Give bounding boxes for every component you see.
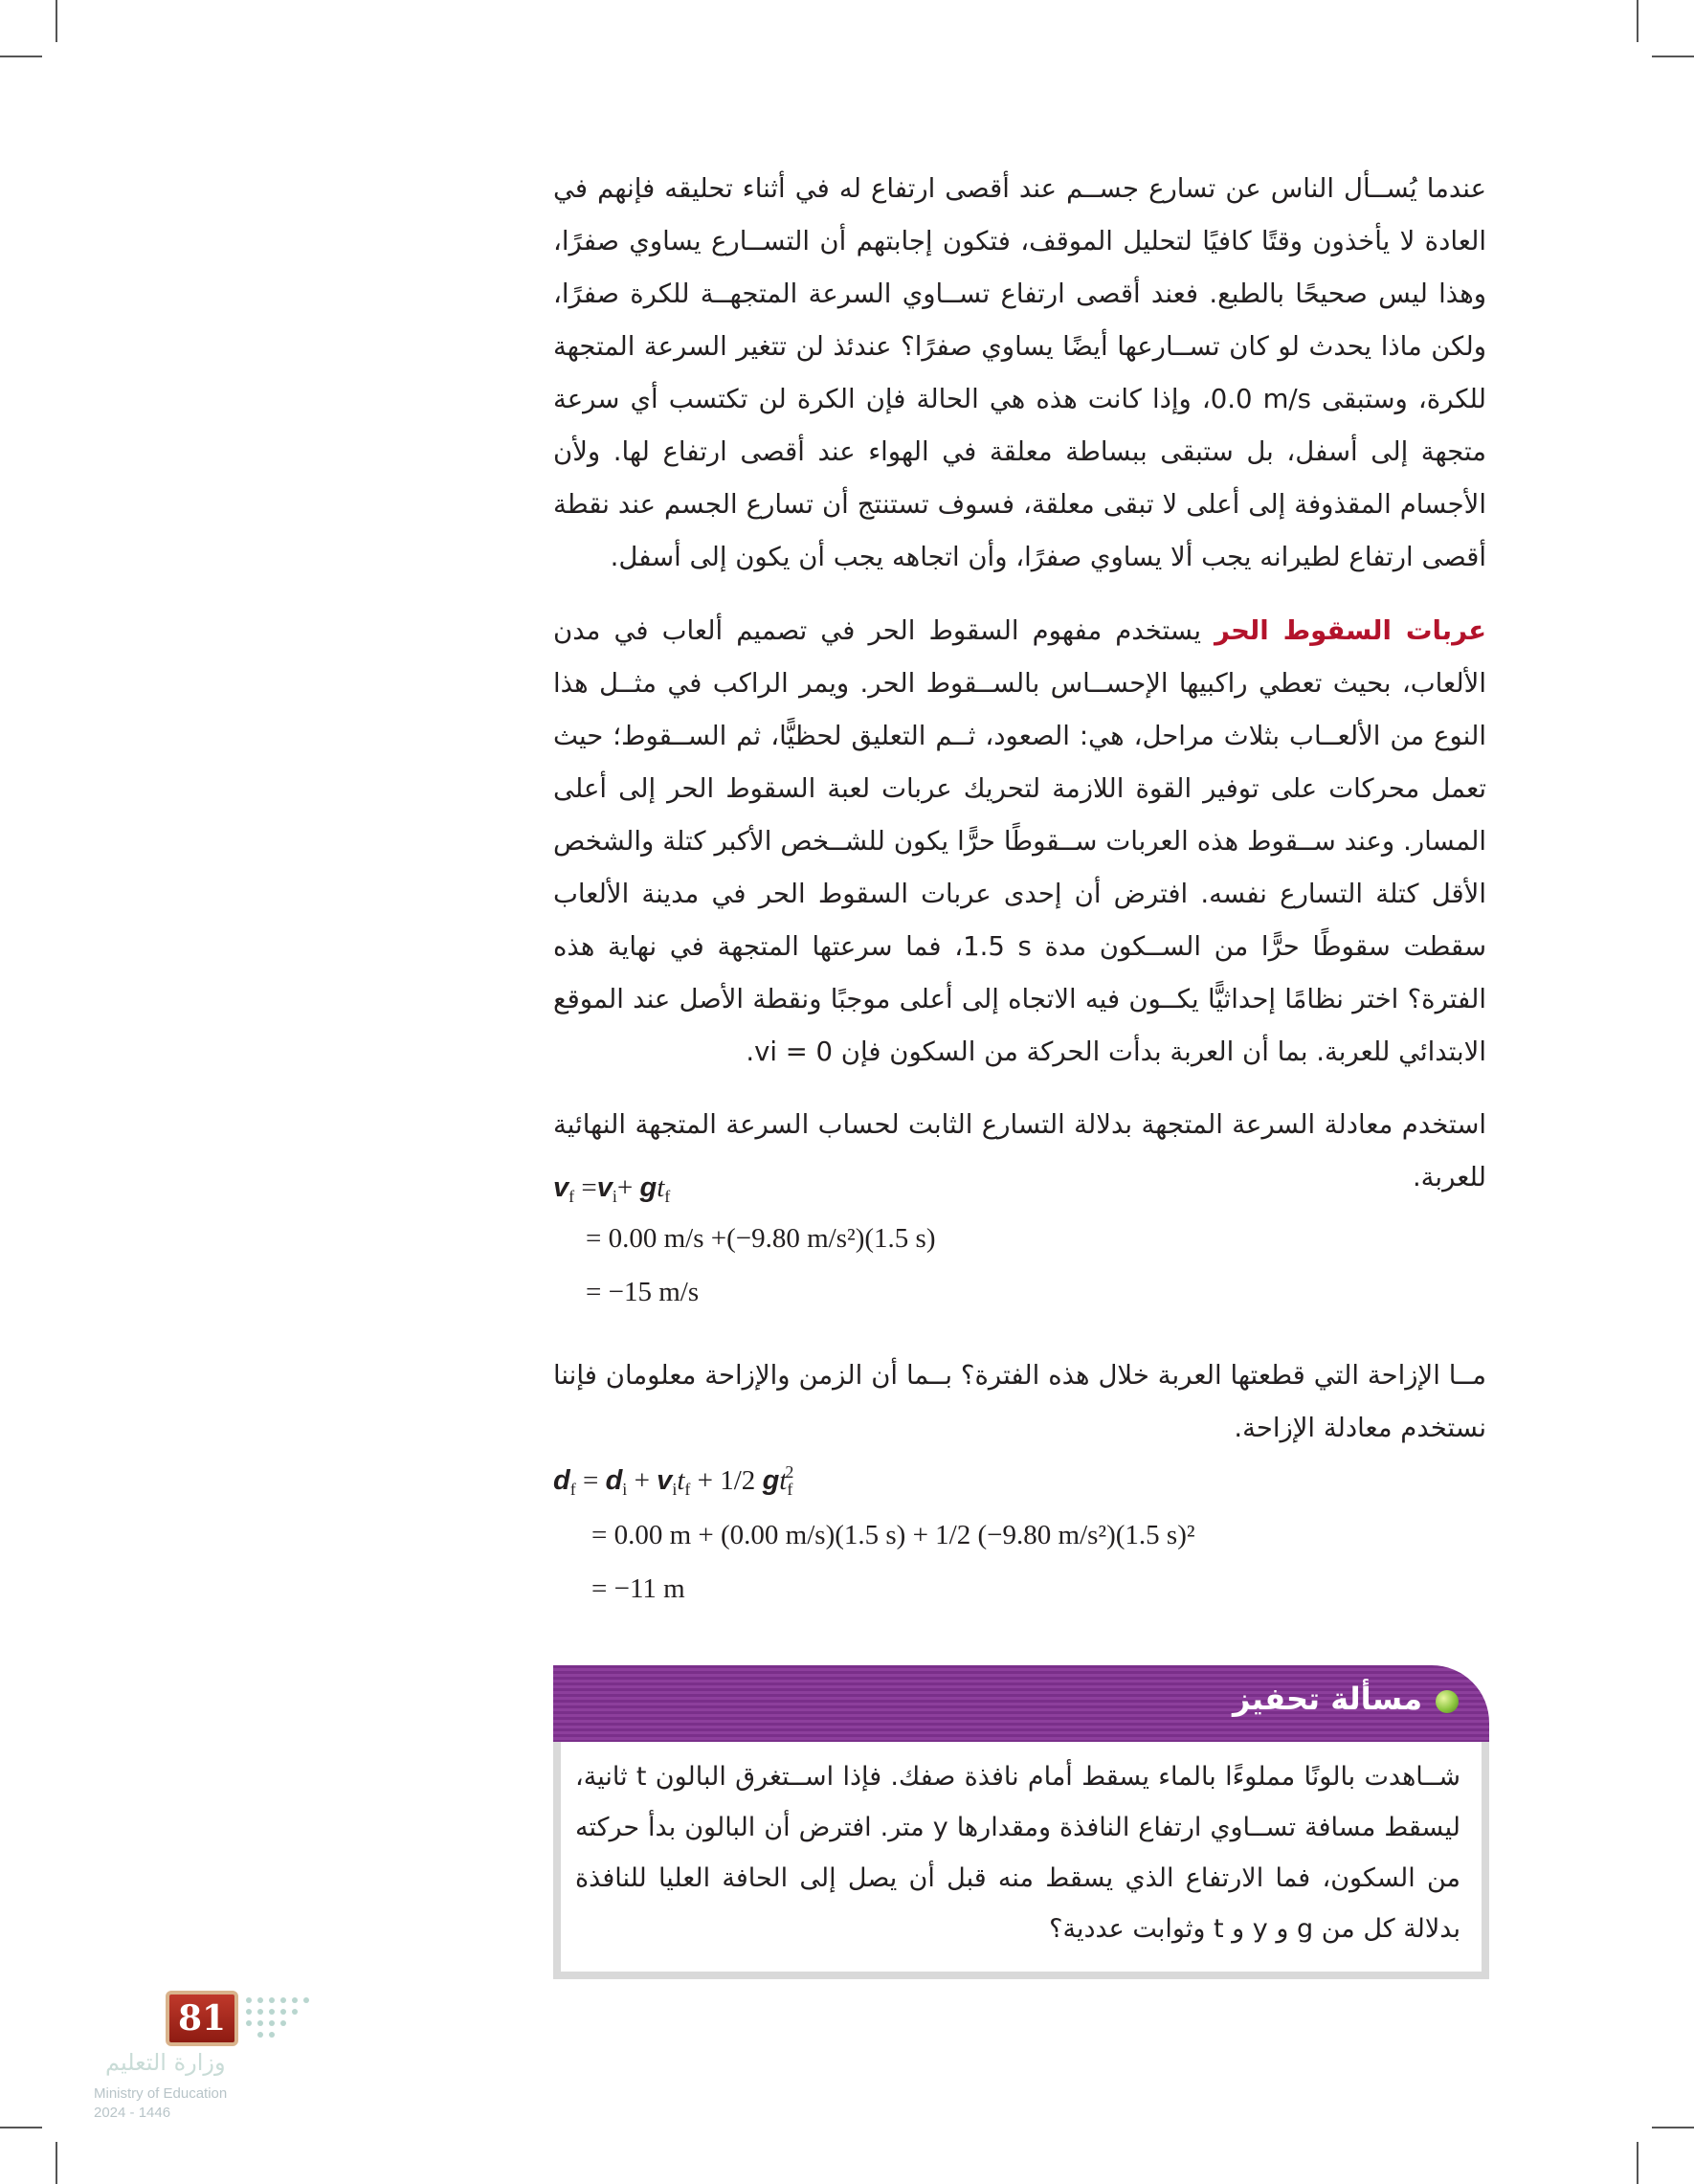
section-lead-heading: عربات السقوط الحر xyxy=(1214,615,1486,646)
paragraph-velocity-instruction xyxy=(553,1099,1486,1204)
crop-mark xyxy=(1652,56,1694,57)
paragraph-text: استخدم معادلة السرعة المتجهة بدلالة التسارع الثابت لحساب السرعة المتجهة النهائية للعربة. xyxy=(553,1109,1486,1192)
ministry-logo-english: Ministry of Education xyxy=(94,2085,228,2102)
displacement-equation-result: = −11 m xyxy=(591,1573,685,1604)
paragraph-displacement-question xyxy=(553,1349,1486,1455)
ministry-dots-icon xyxy=(241,1993,312,2040)
crop-mark xyxy=(1637,2142,1638,2184)
displacement-equation-line-2: = 0.00 m + (0.00 m/s)(1.5 s) + 1/2 (−9.80 m/s²)(1.5 s)² xyxy=(591,1520,1195,1550)
paragraph-free-fall-rides xyxy=(553,605,1486,1079)
challenge-text: شــاهدت بالونًا مملوءًا بالماء يسقط أمام نافذة صفك. فإذا اســتغرق البالون t ثانية، ليسقط مسافة تســاوي ارتفاع النافذة ومقدارها y متر. افترض أن البالون بدأ حركته من السكون، فما الارتفاع الذي يسقط منه قبل أن يصل إلى الحافة العليا للنافذة بدلالة كل من g و y و t وثوابت عددية؟ xyxy=(575,1762,1461,1944)
velocity-equation-line-2: = 0.00 m/s +(−9.80 m/s²)(1.5 s) xyxy=(586,1223,936,1254)
crop-mark xyxy=(1637,0,1638,42)
ministry-logo-arabic: وزارة التعليم xyxy=(105,2049,226,2076)
crop-mark xyxy=(56,0,57,42)
crop-mark xyxy=(0,2127,42,2128)
edition-year: 2024 - 1446 xyxy=(94,2105,171,2121)
paragraph-text: عندما يُســأل الناس عن تسارع جســم عند أقصى ارتفاع له في أثناء تحليقه فإنهم في العادة لا يأخذون وقتًا كافيًا لتحليل الموقف، فتكون إجابتهم أن التســارع يساوي صفرًا، وهذا ليس صحيحًا بالطبع. فعند أقصى ارتفاع تســاوي السرعة المتجهــة للكرة صفرًا، ولكن ماذا يحدث لو كان تســارعها أيضًا يساوي صفرًا؟ عندئذ لن تتغير السرعة المتجهة للكرة، وستبقى ‎0.0 m/s‎، وإذا كانت هذه هي الحالة فإن الكرة لن تكتسب أي سرعة متجهة إلى أسفل، بل ستبقى ببساطة معلقة في الهواء عند أقصى ارتفاع لها. ولأن الأجسام المقذوفة إلى أعلى لا تبقى معلقة، فسوف تستنتج أن تسارع الجسم عند نقطة أقصى ارتفاع لطيرانه يجب ألا يساوي صفرًا، وأن اتجاهه يجب أن يكون إلى أسفل. xyxy=(553,173,1486,572)
challenge-body xyxy=(553,1742,1489,1979)
crop-mark xyxy=(56,2142,57,2184)
crop-mark xyxy=(1652,2127,1694,2128)
paragraph-text: يستخدم مفهوم السقوط الحر في تصميم ألعاب في مدن الألعاب، بحيث تعطي راكبيها الإحســاس بالســقوط الحر. ويمر الراكب في مثــل هذا النوع من الألعــاب بثلاث مراحل، هي: الصعود، ثــم التعليق لحظيًّا، ثم الســقوط؛ حيث تعمل محركات على توفير القوة اللازمة لتحريك عربات لعبة السقوط الحر إلى أعلى المسار. وعند ســقوط هذه العربات ســقوطًا حرًّا يكون للشــخص الأكبر كتلة والشخص الأقل كتلة التسارع نفسه. افترض أن إحدى عربات السقوط الحر في مدينة الألعاب سقطت سقوطًا حرًّا من الســكون مدة ‎1.5 s‎، فما سرعتها المتجهة في نهاية هذه الفترة؟ اختر نظامًا إحداثيًّا يكــون فيه الاتجاه إلى أعلى موجبًا ونقطة الأصل عند الموقع الابتدائي للعربة. بما أن العربة بدأت الحركة من السكون فإن ‎vi = 0‎. xyxy=(553,615,1486,1067)
green-bullet-icon xyxy=(1436,1690,1459,1713)
velocity-equation-result: = −15 m/s xyxy=(586,1277,700,1307)
crop-mark xyxy=(0,56,42,57)
page-number: 81 xyxy=(166,1991,238,2046)
paragraph-max-height-acceleration xyxy=(553,163,1486,584)
velocity-equation-line-1: $v_f =v_i+ gt_f$ xyxy=(553,1172,671,1206)
displacement-equation-line-1: $d_f = d_i + v_it_f + 1/2$ $gt_f^2$ xyxy=(553,1462,794,1499)
challenge-header xyxy=(553,1665,1489,1742)
challenge-problem-box xyxy=(553,1665,1489,1979)
paragraph-text: مــا الإزاحة التي قطعتها العربة خلال هذه الفترة؟ بــما أن الزمن والإزاحة معلومان فإننا نستخدم معادلة الإزاحة. xyxy=(553,1360,1486,1443)
challenge-title: مسألة تحفيز xyxy=(1232,1681,1422,1717)
